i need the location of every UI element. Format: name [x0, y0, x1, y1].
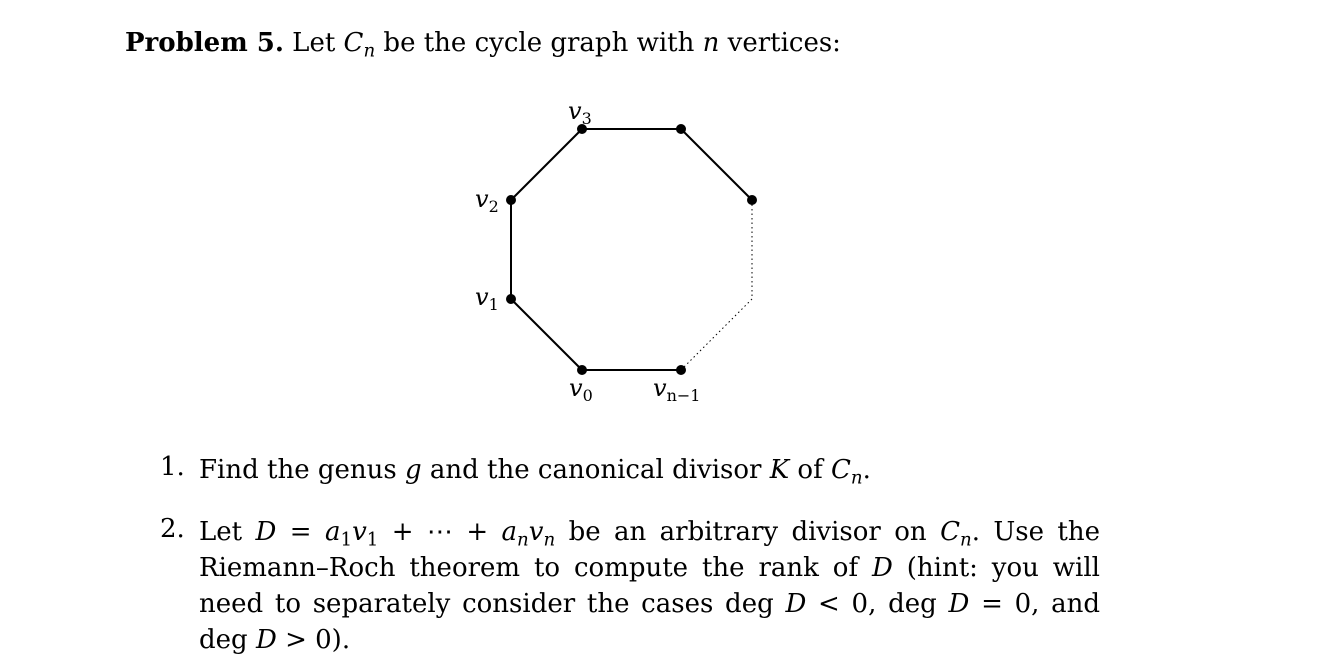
vertex-vn1	[676, 365, 686, 375]
label-v2: $v_2$	[475, 185, 499, 216]
coef-an-sub: n	[517, 529, 529, 551]
edge-v0-v1	[511, 299, 582, 370]
term-vn: v	[528, 517, 544, 547]
q1-text-a: Find the genus	[199, 455, 405, 485]
case-negative: < 0, deg	[806, 589, 949, 619]
q2-graph-subscript: n	[959, 529, 972, 551]
divisor-symbol-4: D	[948, 589, 970, 619]
case-positive: > 0).	[276, 625, 351, 655]
canonical-symbol: K	[769, 455, 790, 485]
dotted-edges	[681, 200, 752, 370]
graph-edges	[511, 129, 752, 370]
label-v0: $v_0$	[569, 374, 593, 405]
q2-graph-symbol: C	[940, 517, 960, 547]
vertex-labels	[475, 97, 700, 405]
divisor-symbol: D	[255, 517, 277, 547]
graph-vertices	[506, 124, 757, 375]
question-1-text	[199, 452, 1100, 488]
term-vn-sub: n	[543, 529, 556, 551]
edge-v4-v5	[681, 129, 752, 200]
q2-text-b: be an arbitrary divisor on	[555, 517, 941, 547]
intro-text-3: vertices:	[719, 28, 841, 58]
case-zero: = 0, and deg	[199, 589, 1100, 655]
q2-text-c: . Use the Riemann–Roch theorem to compute the rank of	[199, 517, 1100, 583]
edge-v2-v3	[511, 129, 582, 200]
q2-text-a: Let	[199, 517, 256, 547]
question-1-number: 1.	[160, 452, 185, 482]
vertex-v1	[506, 294, 516, 304]
q1-text-c: of	[789, 455, 831, 485]
q1-text-d: .	[862, 455, 871, 485]
graph-symbol: C	[343, 28, 364, 58]
problem-heading: Problem 5.	[125, 28, 284, 58]
vertex-v2	[506, 195, 516, 205]
term-v1-sub: 1	[366, 529, 379, 551]
q1-graph-symbol: C	[830, 455, 851, 485]
coef-an: a	[501, 517, 518, 547]
question-2-number: 2.	[160, 514, 185, 544]
graph-subscript: n	[363, 40, 376, 62]
intro-text-1: Let	[292, 28, 344, 58]
vertex-v5	[747, 195, 757, 205]
plus-dots: + ⋯ +	[378, 517, 502, 547]
label-vn-1: $v_{n-1}$	[653, 374, 701, 405]
equals-sign: =	[276, 517, 325, 547]
divisor-symbol-2: D	[871, 553, 893, 583]
coef-a1: a	[324, 517, 341, 547]
dotted-edge-bottom-right	[681, 299, 752, 370]
vertex-v4	[676, 124, 686, 134]
label-v3: $v_3$	[568, 97, 592, 128]
n-symbol: n	[702, 28, 720, 58]
q2-text-d: (hint: you will need to separately consider the cases deg	[199, 553, 1101, 619]
q1-graph-subscript: n	[850, 467, 863, 489]
question-2-text	[199, 514, 1100, 658]
divisor-symbol-3: D	[785, 589, 807, 619]
divisor-symbol-5: D	[255, 625, 277, 655]
term-v1: v	[352, 517, 367, 547]
genus-symbol: g	[404, 455, 422, 485]
q1-text-b: and the canonical divisor	[421, 455, 770, 485]
label-v1: $v_1$	[475, 283, 499, 314]
intro-text-2: be the cycle graph with	[375, 28, 703, 58]
coef-a1-sub: 1	[340, 529, 353, 551]
